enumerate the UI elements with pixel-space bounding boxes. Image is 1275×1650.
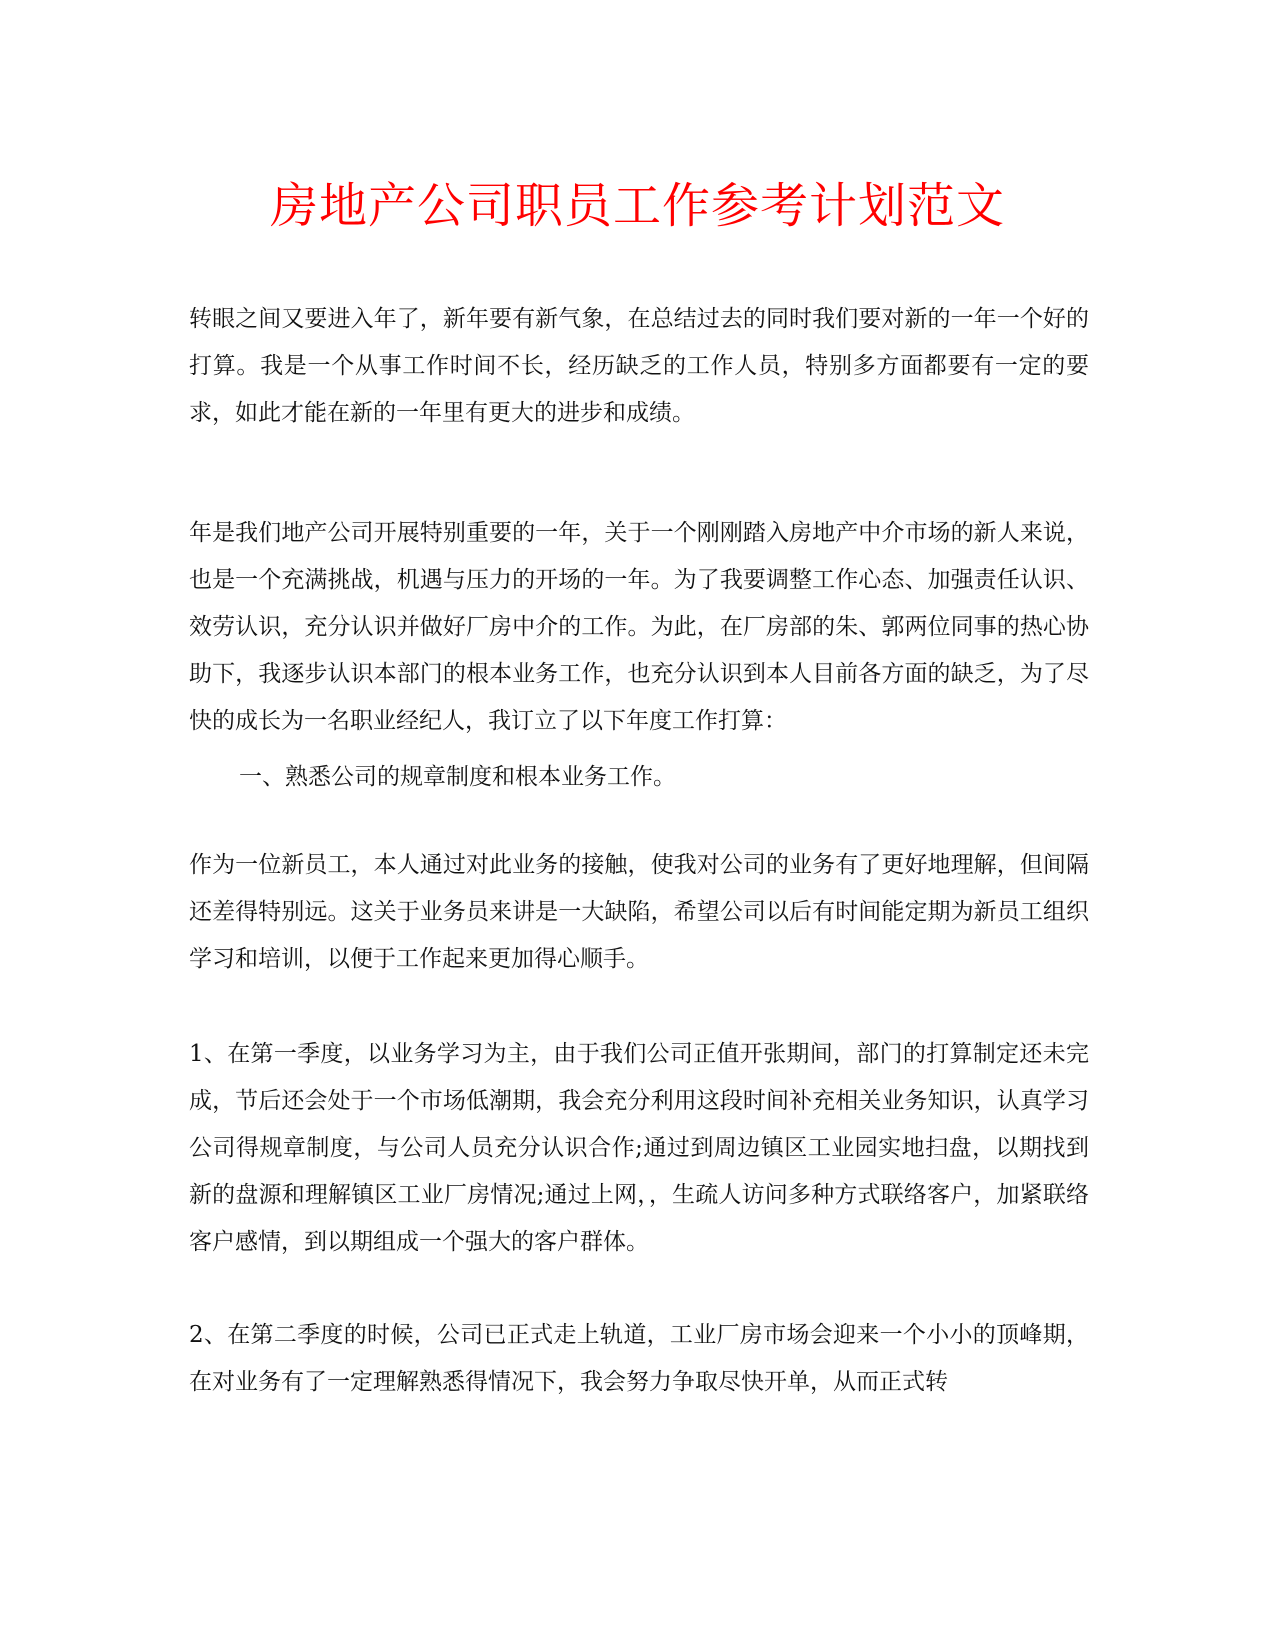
paragraph-new-employee: 作为一位新员工，本人通过对此业务的接触，使我对公司的业务有了更好地理解，但间隔还差得特别远。这关于业务员来讲是一大缺陷，希望公司以后有时间能定期为新员工组织学习和培训，以便于工作起来更加得心顺手。 [189,852,1089,972]
paragraph-intro: 转眼之间又要进入年了，新年要有新气象，在总结过去的同时我们要对新的一年一个好的打算。我是一个从事工作时间不长，经历缺乏的工作人员，特别多方面都要有一定的要求，如此才能在新的一年里有更大的进步和成绩。 [189,306,1089,426]
document-title: 房地产公司职员工作参考计划范文 [269,178,1005,234]
section-heading-1: 一、熟悉公司的规章制度和根本业务工作。 [239,764,676,790]
paragraph-q1-plan: 1、在第一季度，以业务学习为主，由于我们公司正值开张期间，部门的打算制定还未完成，节后还会处于一个市场低潮期，我会充分利用这段时间补充相关业务知识，认真学习公司得规章制度，与公司人员充分认识合作;通过到周边镇区工业园实地扫盘，以期找到新的盘源和理解镇区工业厂房情况;通过上网，，生疏人访问多种方式联络客户，加紧联络客户感情，到以期组成一个强大的客户群体。 [189,1041,1089,1255]
paragraph-background: 年是我们地产公司开展特别重要的一年，关于一个刚刚踏入房地产中介市场的新人来说，也是一个充满挑战，机遇与压力的开场的一年。为了我要调整工作心态、加强责任认识、效劳认识，充分认识并做好厂房中介的工作。为此，在厂房部的朱、郭两位同事的热心协助下，我逐步认识本部门的根本业务工作，也充分认识到本人目前各方面的缺乏，为了尽快的成长为一名职业经纪人，我订立了以下年度工作打算： [189,520,1089,734]
paragraph-q2-plan: 2、在第二季度的时候，公司已正式走上轨道，工业厂房市场会迎来一个小小的顶峰期，在对业务有了一定理解熟悉得情况下，我会努力争取尽快开单，从而正式转 [189,1322,1089,1395]
